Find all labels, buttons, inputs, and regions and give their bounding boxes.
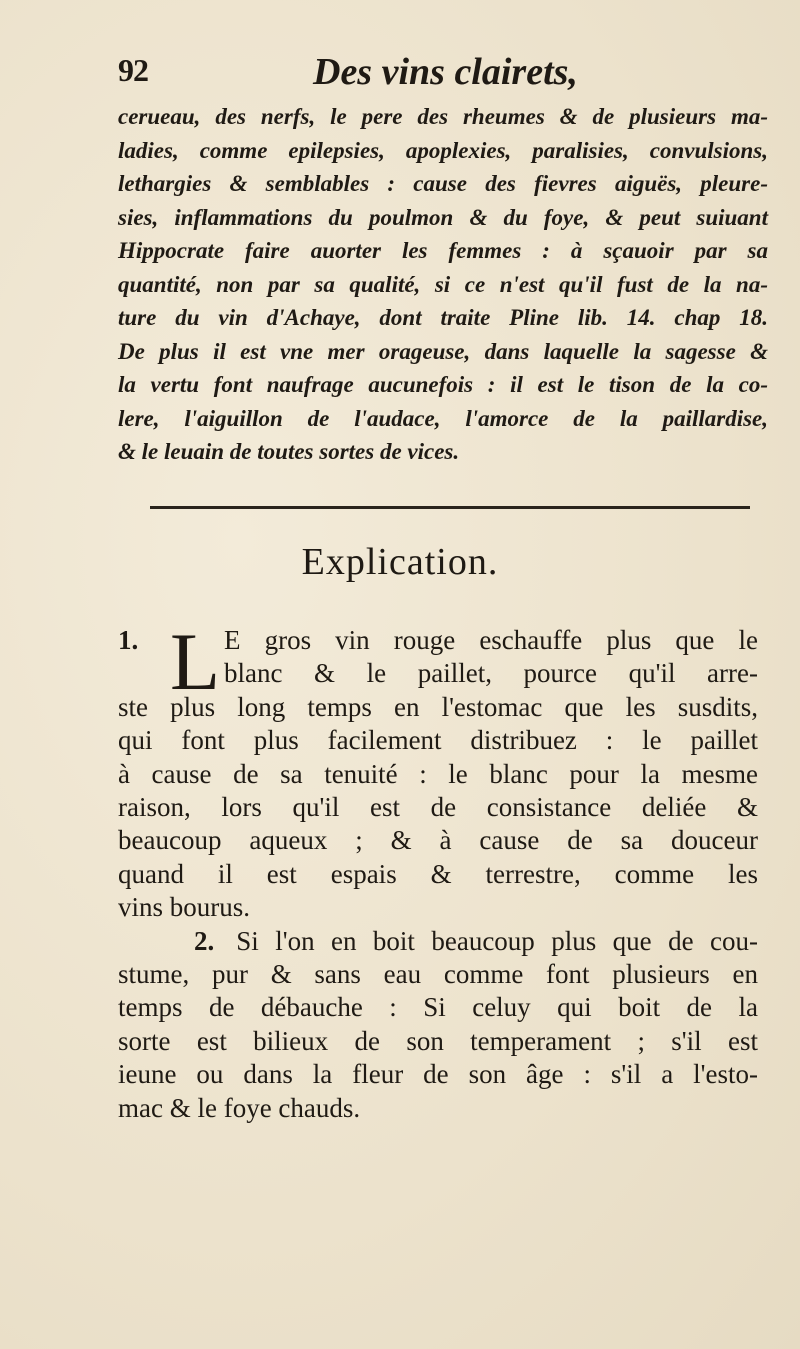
text-line: quand il est espais & terrestre, comme les: [118, 858, 758, 889]
item-number: 1.: [118, 625, 139, 655]
text-line: & le leuain de toutes sortes de vices.: [118, 439, 460, 464]
text-line: quantité, non par sa qualité, si ce n'est qu'il fust de la na-: [118, 271, 768, 297]
text-line: raison, lors qu'il est de consistance deliée &: [118, 792, 758, 823]
section-divider: [150, 506, 750, 509]
text-line: qui font plus facilement distribuez : le paillet: [118, 725, 758, 756]
text-line: ture du vin d'Achaye, dont traite Pline lib. 14. chap 18.: [118, 305, 768, 330]
text-line: ladies, comme epilepsies, apoplexies, paralisies, convulsions,: [118, 137, 768, 163]
drop-cap: L: [170, 616, 221, 707]
text-line: beaucoup aqueux ; & à cause de sa douceur: [118, 825, 758, 856]
item-number: 2.: [194, 925, 215, 956]
text-line: stume, pur & sans eau comme font plusieurs en: [118, 959, 758, 990]
text-line: ieune ou dans la fleur de son âge : s'il a l'esto-: [118, 1059, 758, 1090]
text-line: E gros vin rouge eschauffe plus que le: [224, 625, 758, 655]
section-title: Explication.: [301, 541, 499, 583]
item-2-first-line: [118, 925, 758, 958]
text-line: cerueau, des nerfs, le pere des rheumes & de plusieurs ma-: [118, 104, 768, 129]
text-line: lere, l'aiguillon de l'audace, l'amorce de la paillardise,: [118, 405, 768, 431]
explanation-body: [118, 616, 758, 1125]
text-line: Hippocrate faire auorter les femmes : à sçauoir par sa: [118, 238, 768, 263]
text-line: mac & le foye chauds.: [118, 1092, 361, 1123]
text-line: vins bourus.: [118, 892, 251, 923]
text-line: à cause de sa tenuité : le blanc pour la mesme: [118, 758, 758, 789]
text-line: la vertu font naufrage aucunefois : il est le tison de la co-: [118, 372, 768, 397]
text-line: lethargies & semblables : cause des fievres aiguës, pleure-: [118, 171, 768, 196]
page-number: 92: [118, 52, 148, 88]
text-line: sies, inflammations du poulmon & du foye, & peut suiuant: [118, 204, 768, 230]
text-line: Si l'on en boit beaucoup plus que de cou-: [236, 925, 758, 956]
italic-paragraph: [118, 100, 768, 469]
text-line: De plus il est vne mer orageuse, dans laquelle la sagesse &: [118, 338, 768, 364]
text-line: temps de débauche : Si celuy qui boit de la: [118, 992, 758, 1023]
page-header: [118, 52, 758, 104]
text-line: blanc & le paillet, pource qu'il arre-: [224, 658, 758, 689]
text-line: ste plus long temps en l'estomac que les susdits,: [118, 691, 758, 722]
running-head: Des vins clairets,: [313, 51, 578, 93]
text-line: sorte est bilieux de son temperament ; s'il est: [118, 1025, 758, 1056]
